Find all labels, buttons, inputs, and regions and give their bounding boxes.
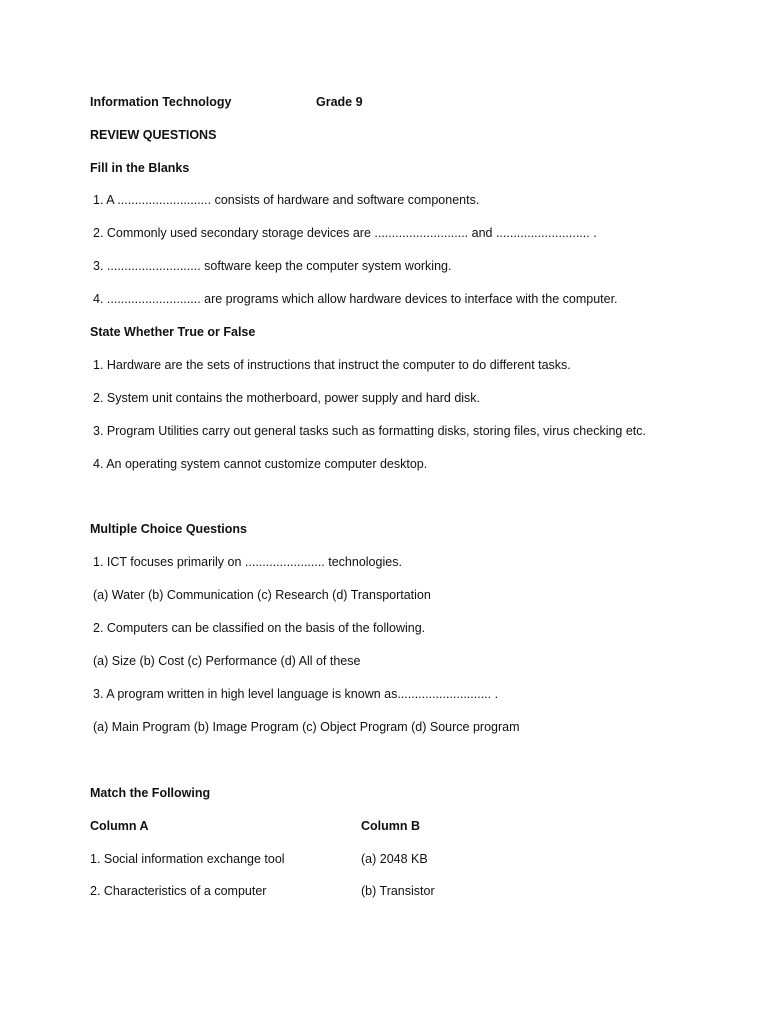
mcq-heading: Multiple Choice Questions xyxy=(90,522,247,536)
match-column-a-item: 1. Social information exchange tool xyxy=(90,852,285,866)
column-a-header: Column A xyxy=(90,819,149,833)
mcq-question: 2. Computers can be classified on the basis of the following. xyxy=(93,621,426,635)
match-heading: Match the Following xyxy=(90,786,211,800)
grade-label: Grade 9 xyxy=(316,95,363,109)
mcq-options: (a) Water (b) Communication (c) Research (d) Transportation xyxy=(93,588,431,602)
mcq-options: (a) Main Program (b) Image Program (c) Object Program (d) Source program xyxy=(93,720,520,734)
fill-blanks-heading: Fill in the Blanks xyxy=(90,161,190,175)
true-false-question: 1. Hardware are the sets of instructions that instruct the computer to do different tasks. xyxy=(93,358,571,372)
true-false-heading: State Whether True or False xyxy=(90,325,256,339)
mcq-question: 1. ICT focuses primarily on ....................... technologies. xyxy=(93,555,402,569)
fill-blank-question: 1. A ........................... consists of hardware and software components. xyxy=(93,193,480,207)
match-column-b-item: (b) Transistor xyxy=(361,884,435,898)
fill-blank-question: 3. ........................... software keep the computer system working. xyxy=(93,259,452,273)
true-false-question: 2. System unit contains the motherboard, power supply and hard disk. xyxy=(93,391,481,405)
true-false-question: 3. Program Utilities carry out general tasks such as formatting disks, storing files, virus checking etc. xyxy=(93,424,646,438)
mcq-question: 3. A program written in high level language is known as........................... . xyxy=(93,687,499,701)
true-false-question: 4. An operating system cannot customize computer desktop. xyxy=(93,457,428,471)
match-column-b-item: (a) 2048 KB xyxy=(361,852,428,866)
match-column-a-item: 2. Characteristics of a computer xyxy=(90,884,267,898)
subject-title: Information Technology xyxy=(90,95,232,109)
column-b-header: Column B xyxy=(361,819,421,833)
fill-blank-question: 2. Commonly used secondary storage devices are ........................... and ........................... . xyxy=(93,226,597,240)
fill-blank-question: 4. ........................... are programs which allow hardware devices to interface with the computer. xyxy=(93,292,618,306)
review-questions-title: REVIEW QUESTIONS xyxy=(90,128,217,142)
mcq-options: (a) Size (b) Cost (c) Performance (d) All of these xyxy=(93,654,361,668)
